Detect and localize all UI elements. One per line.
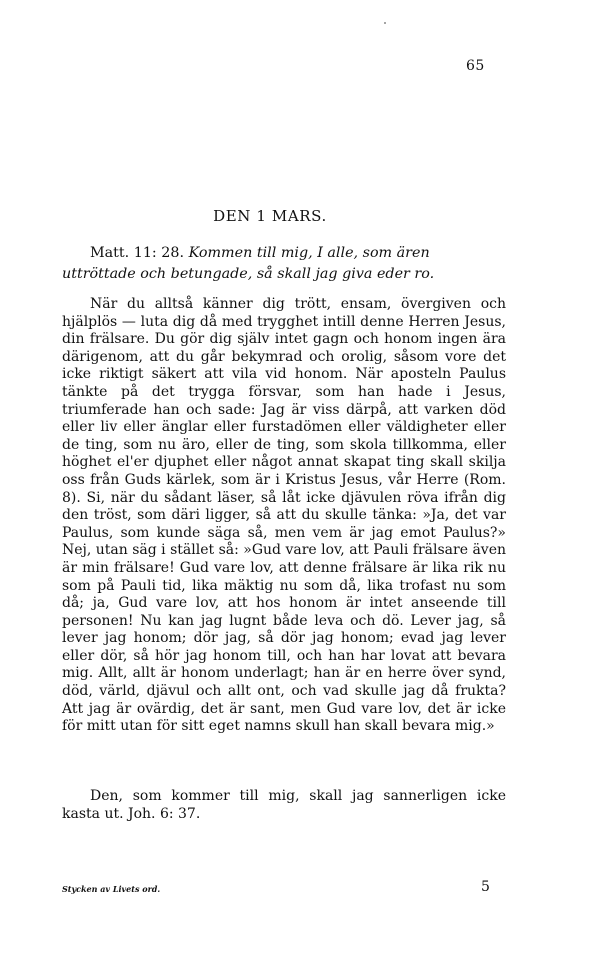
scripture-verse [62,243,506,285]
verse-text: Kommen till mig, I alle, som ären uttröttade och betungade, så skall jag giva eder ro. [62,245,435,282]
page-number: 65 [466,58,485,74]
verse-reference: Matt. 11: 28. [90,245,185,261]
footer-source: Stycken av Livets ord. [62,884,161,894]
stray-mark [384,22,386,24]
footer-signature-number: 5 [481,879,490,895]
body-paragraph-2: Den, som kommer till mig, skall jag sannerligen icke kasta ut. Joh. 6: 37. [62,788,506,822]
page-title: DEN 1 MARS. [213,207,327,225]
body-paragraph-1: När du alltså känner dig trött, ensam, övergiven och hjälplös — luta dig då med trygghet intill denne Herren Jesus, din frälsare. Du gör dig själv intet gagn och honom ingen ära därigenom, att du går bekymrad och orolig, såsom vore det icke riktigt säkert att vila vid honom. När aposteln Paulus tänkte på det trygga försvar, som han hade i Jesus, triumferade han och sade: Jag är viss därpå, att varken död eller liv eller änglar eller furstadömen eller väldigheter eller de ting, som nu äro, eller de ting, som skola tillkomma, eller höghet el'er djuphet eller något annat skapat ting skall skilja oss från Guds kärlek, som är i Kristus Jesus, vår Herre (Rom. 8). Si, när du sådant läser, så låt icke djävulen röva ifrån dig den tröst, som däri ligger, så att du skulle tänka: »Ja, det var Paulus, som kunde säga så, men vem är jag emot Paulus?» Nej, utan säg i stället så: »Gud vare lov, att Pauli frälsare även är min frälsare! Gud vare lov, att denne frälsare är lika rik nu som på Pauli tid, lika mäktig nu som då, lika trofast nu som då; ja, Gud vare lov, att hos honom är intet anseende till personen! Nu kan jag lugnt både leva och dö. Lever jag, så lever jag honom; dör jag, så dör jag honom; evad jag lever eller dör, så hör jag honom till, och han har lovat att bevara mig. Allt, allt är honom underlagt; han är en herre över synd, död, värld, djävul och allt ont, och vad skulle jag då frukta? Att jag är ovärdig, det är sant, men Gud vare lov, det är icke för mitt utan för sitt eget namns skull han skall bevara mig.» [62,296,507,735]
